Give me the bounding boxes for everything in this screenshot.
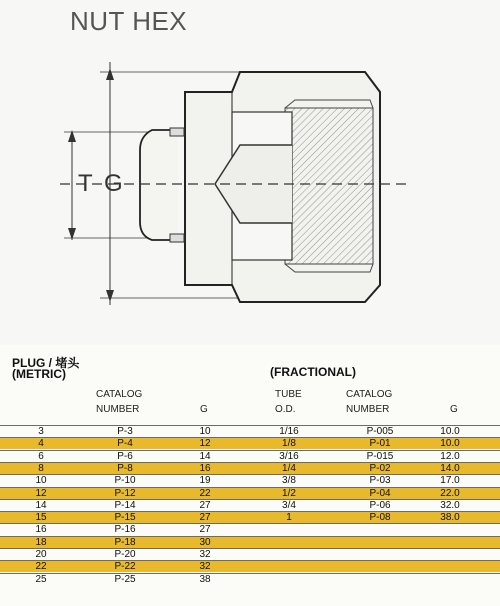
table-row [0, 573, 500, 585]
catalog-cell: P-10 [114, 475, 136, 487]
fractional-g-cell: 17.0 [440, 475, 460, 487]
size-cell: 6 [38, 450, 44, 462]
tube-od-cell: 1 [286, 512, 292, 524]
g-cell: 38 [199, 573, 211, 585]
table-row [0, 437, 500, 449]
size-cell: 3 [38, 426, 44, 437]
fractional-catalog-header: CATALOG NUMBER [346, 389, 393, 415]
tube-od-header: TUBE O.D. [275, 389, 302, 415]
size-cell: 12 [35, 487, 47, 499]
drawing-title: NUT HEX [70, 6, 188, 36]
fractional-catalog-cell: P-005 [366, 426, 394, 437]
g-cell: 32 [199, 561, 211, 573]
fractional-g-cell: 14.0 [440, 462, 460, 474]
tube-od-cell: 1/2 [282, 487, 296, 499]
catalog-cell: P-16 [114, 524, 136, 536]
table-row [0, 499, 500, 511]
g-cell: 32 [199, 549, 211, 560]
catalog-cell: P-14 [114, 499, 136, 511]
fractional-catalog-cell: P-03 [369, 475, 391, 487]
g-cell: 30 [199, 536, 211, 548]
table-row [0, 560, 500, 572]
table-row [0, 450, 500, 462]
table-row [0, 462, 500, 474]
size-cell: 16 [35, 524, 47, 536]
table-row [0, 474, 500, 486]
table-row [0, 536, 500, 548]
table-row [0, 511, 500, 523]
g-cell: 27 [199, 512, 211, 524]
fractional-catalog-cell: P-01 [369, 438, 391, 450]
table-row [0, 487, 500, 499]
g-cell: 12 [199, 438, 211, 450]
fractional-catalog-cell: P-015 [366, 450, 394, 462]
catalog-cell: P-18 [114, 536, 136, 548]
catalog-cell: P-25 [114, 573, 136, 585]
size-cell: 18 [35, 536, 47, 548]
size-cell: 15 [35, 512, 47, 524]
fractional-catalog-cell: P-02 [369, 462, 391, 474]
metric-catalog-header: CATALOG NUMBER [96, 389, 143, 415]
tube-od-cell: 3/8 [282, 475, 296, 487]
size-cell: 4 [38, 438, 44, 450]
g-cell: 19 [199, 475, 211, 487]
size-cell: 22 [35, 561, 47, 573]
metric-g-header: G [200, 404, 208, 415]
catalog-cell: P-4 [117, 438, 133, 450]
table-heading: PLUG / 堵头 [12, 356, 80, 370]
metric-heading: (METRIC) [12, 367, 66, 381]
table-row [0, 425, 500, 437]
catalog-cell: P-3 [117, 426, 133, 437]
tube-od-cell: 1/16 [279, 426, 299, 437]
catalog-cell: P-12 [114, 487, 136, 499]
g-cell: 27 [199, 524, 211, 536]
g-cell: 10 [199, 426, 211, 437]
label-t: T [78, 170, 93, 197]
fractional-heading: (FRACTIONAL) [270, 365, 356, 379]
size-cell: 10 [35, 475, 47, 487]
fractional-g-cell: 12.0 [440, 450, 460, 462]
catalog-cell: P-6 [117, 450, 133, 462]
catalog-table [0, 345, 500, 606]
table-row [0, 548, 500, 560]
g-cell: 27 [199, 499, 211, 511]
g-cell: 22 [199, 487, 211, 499]
tube-od-cell: 3/16 [279, 450, 299, 462]
fractional-g-cell: 22.0 [440, 487, 460, 499]
fractional-catalog-cell: P-04 [369, 487, 391, 499]
size-cell: 25 [35, 573, 47, 585]
fractional-g-cell: 38.0 [440, 512, 460, 524]
size-cell: 20 [35, 549, 47, 560]
fractional-catalog-cell: P-06 [369, 499, 391, 511]
tube-od-cell: 1/8 [282, 438, 296, 450]
tube-od-cell: 1/4 [282, 462, 296, 474]
table-row [0, 523, 500, 535]
fractional-g-header: G [450, 404, 458, 415]
fractional-catalog-cell: P-08 [369, 512, 391, 524]
catalog-cell: P-8 [117, 462, 133, 474]
tube-stub [140, 130, 178, 240]
fractional-g-cell: 10.0 [440, 426, 460, 437]
size-cell: 8 [38, 462, 44, 474]
label-g: G [104, 170, 123, 197]
fractional-g-cell: 32.0 [440, 499, 460, 511]
catalog-cell: P-20 [114, 549, 136, 560]
g-cell: 16 [199, 462, 211, 474]
size-cell: 14 [35, 499, 47, 511]
g-cell: 14 [199, 450, 211, 462]
catalog-cell: P-22 [114, 561, 136, 573]
internal-thread [285, 108, 373, 264]
fractional-g-cell: 10.0 [440, 438, 460, 450]
tube-od-cell: 3/4 [282, 499, 296, 511]
catalog-cell: P-15 [114, 512, 136, 524]
